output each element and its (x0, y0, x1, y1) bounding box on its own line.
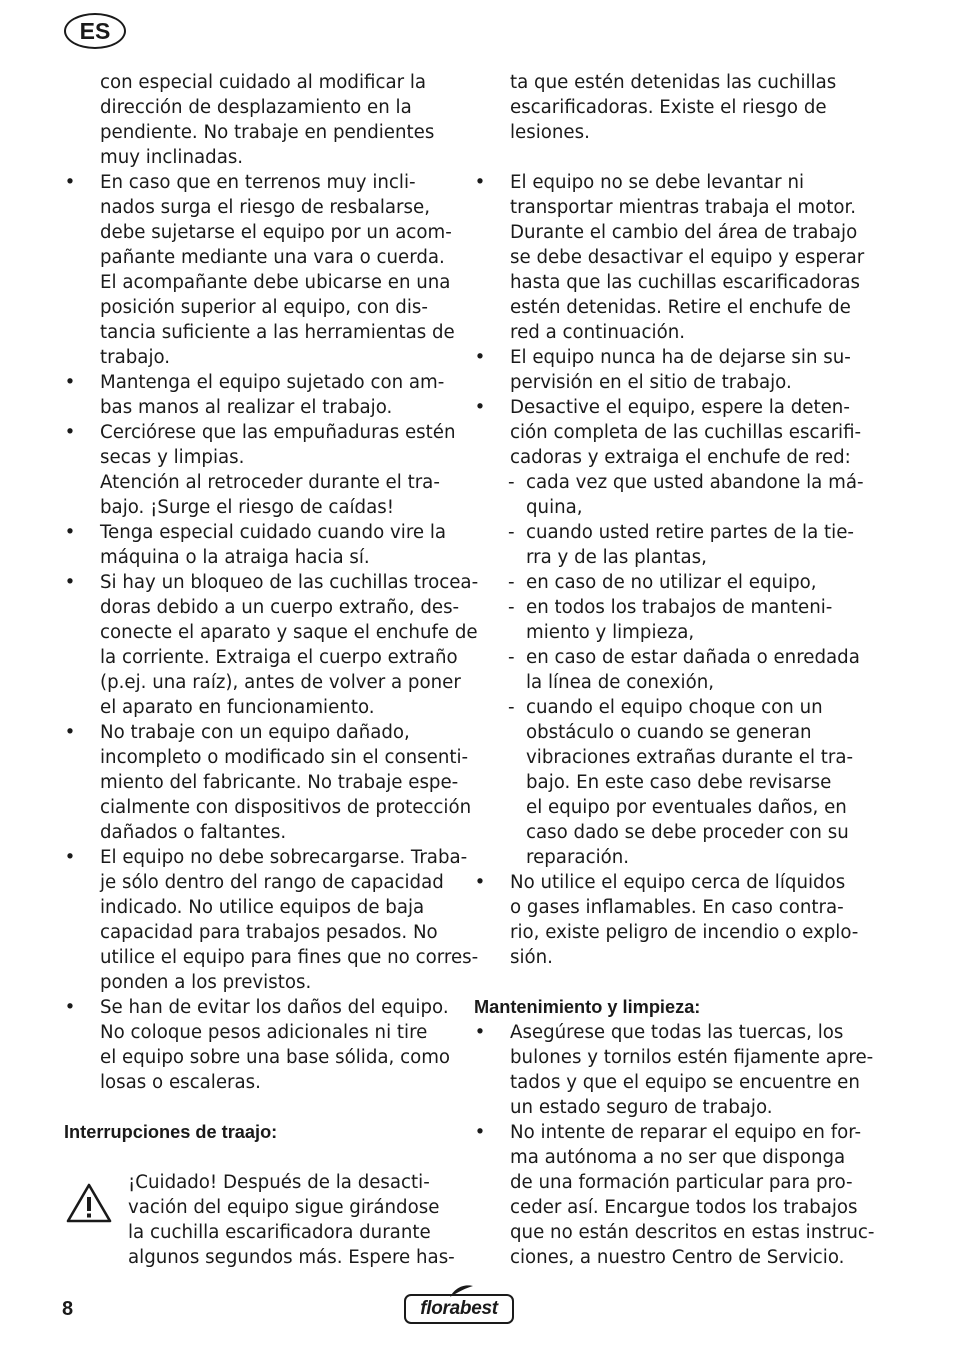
bullet-marker: • (64, 722, 76, 743)
text-line: Mantenga el equipo sujetado con am- (100, 372, 445, 393)
section-heading: Mantenimiento y limpieza: (474, 997, 701, 1017)
text-line: No utilice el equipo cerca de líquidos (510, 872, 846, 893)
text-line: quina, (526, 497, 583, 518)
warning-text-line: vación del equipo sigue girándose (128, 1197, 440, 1218)
bullet-item (474, 1120, 875, 1270)
text-line: (p.ej. una raíz), antes de volver a poner (100, 672, 461, 693)
text-line: en caso de estar dañada o enredada (526, 647, 860, 668)
bullet-marker: • (64, 997, 76, 1018)
text-line: sión. (510, 947, 553, 968)
text-line: Si hay un bloqueo de las cuchillas troceа- (100, 572, 479, 593)
dash-marker: - (508, 597, 515, 618)
bullet-marker: • (474, 1122, 486, 1143)
warning-text-line: ¡Cuidado! Después de la desacti- (128, 1172, 430, 1193)
bullet-item (474, 870, 869, 970)
bullet-item (64, 720, 472, 845)
text-line: reparación. (526, 847, 630, 868)
text-line: que no están descritos en estas instruc- (510, 1222, 875, 1243)
text-line: miento del fabricante. No trabaje espe- (100, 772, 459, 793)
bullet-item (64, 420, 454, 520)
text-line: rio, existe peligro de incendio o explo- (510, 922, 859, 943)
text-line: con especial cuidado al modificar la (100, 72, 427, 93)
text-line: El equipo no debe sobrecargarse. Traba- (100, 847, 468, 868)
bullet-item (64, 570, 479, 720)
bullet-item (474, 1020, 874, 1120)
text-line: máquina o la atraiga hacia sí. (100, 547, 370, 568)
warning-text-line: escarificadoras. Existe el riesgo de (510, 97, 827, 118)
text-line: El equipo nunca ha de dejarse sin su- (510, 347, 851, 368)
text-line: dirección de desplazamiento en la (100, 97, 412, 118)
bullet-marker: • (474, 347, 486, 368)
text-line: pervisión en el sitio de trabajo. (510, 372, 792, 393)
text-line: utilice el equipo para fines que no corres- (100, 947, 479, 968)
text-line: ponden a los previstos. (100, 972, 312, 993)
dash-marker: - (508, 647, 515, 668)
text-line: muy inclinadas. (100, 147, 244, 168)
text-line: Tenga especial cuidado cuando vire la (100, 522, 447, 543)
text-line: trabajo. (100, 347, 171, 368)
dash-marker: - (508, 522, 515, 543)
text-line: debe sujetarse el equipo por un acom- (100, 222, 452, 243)
text-line: miento y limpieza, (526, 622, 695, 643)
language-badge: ES (64, 13, 126, 49)
text-line: No intente de reparar el equipo en for- (510, 1122, 862, 1143)
bullet-marker: • (64, 172, 76, 193)
bullet-item (474, 395, 869, 470)
text-line: vibraciones extrañas durante el tra- (526, 747, 854, 768)
text-line: posición superior al equipo, con dis- (100, 297, 428, 318)
bullet-item (474, 170, 869, 345)
text-line: cadoras y extraiga el enchufe de red: (510, 447, 851, 468)
brand-wordmark: florabest (404, 1294, 514, 1324)
text-line: cuando el equipo choque con un (526, 697, 823, 718)
text-line: Asegúrese que todas las tuercas, los (510, 1022, 844, 1043)
text-line: o gases inflamables. En caso contra- (510, 897, 844, 918)
text-line: indicado. No utilice equipos de baja (100, 897, 425, 918)
text-line: tados y que el equipo se encuentre en (510, 1072, 860, 1093)
text-line: estén detenidas. Retire el enchufe de (510, 297, 851, 318)
warning-block (64, 1170, 454, 1270)
dash-marker: - (508, 472, 515, 493)
dash-item (474, 470, 869, 520)
text-line: conecte el aparato y saque el enchufe de (100, 622, 478, 643)
text-line: cialmente con dispositivos de protección (100, 797, 472, 818)
text-line: nados surga el riesgo de resbalarse, (100, 197, 430, 218)
bullet-item (64, 845, 479, 995)
text-line: en caso de no utilizar el equipo, (526, 572, 817, 593)
text-line: el equipo por eventuales daños, en (526, 797, 847, 818)
text-line: bajo. En este caso debe revisarse (526, 772, 832, 793)
text-line: la línea de conexión, (526, 672, 715, 693)
warning-text-line: la cuchilla escarificadora durante (128, 1222, 431, 1243)
text-line: ción completa de las cuchillas escarifi- (510, 422, 862, 443)
warning-text-line: lesiones. (510, 122, 590, 143)
text-line: tancia suficiente a las herramientas de (100, 322, 455, 343)
bullet-item (64, 995, 454, 1095)
bullet-marker: • (474, 172, 486, 193)
dash-marker: - (508, 572, 515, 593)
text-line: doras debido a un cuerpo extraño, des- (100, 597, 460, 618)
text-line: el aparato en funcionamiento. (100, 697, 375, 718)
text-line: ceder así. Encargue todos los trabajos (510, 1197, 858, 1218)
text-line: bajo. ¡Surge el riesgo de caídas! (100, 497, 394, 518)
text-line: un estado seguro de trabajo. (510, 1097, 773, 1118)
warning-text-line: ta que estén detenidas las cuchillas (510, 72, 837, 93)
warning-triangle-icon (66, 1182, 112, 1224)
dash-item (474, 520, 869, 570)
text-line: No coloque pesos adicionales ni tire (100, 1022, 428, 1043)
text-line: de una formación particular para pro- (510, 1172, 853, 1193)
text-line: la corriente. Extraiga el cuerpo extraño (100, 647, 458, 668)
text-line: cuando usted retire partes de la tie- (526, 522, 854, 543)
text-line: capacidad para trabajos pesados. No (100, 922, 438, 943)
text-line: No trabaje con un equipo dañado, (100, 722, 410, 743)
text-line: losas o escaleras. (100, 1072, 261, 1093)
text-line: se debe desactivar el equipo y esperar (510, 247, 865, 268)
text-line: Atención al retroceder durante el tra- (100, 472, 440, 493)
text-line: obstáculo o cuando se generan (526, 722, 812, 743)
text-line: El equipo no se debe levantar ni (510, 172, 805, 193)
text-line: transportar mientras trabaja el motor. (510, 197, 857, 218)
bullet-marker: • (64, 572, 76, 593)
dash-item (474, 570, 869, 595)
text-line: pañante mediante una vara o cuerda. (100, 247, 445, 268)
text-line: Desactive el equipo, espere la deten- (510, 397, 850, 418)
bullet-marker: • (64, 522, 76, 543)
text-line: En caso que en terrenos muy incli- (100, 172, 416, 193)
text-line: bas manos al realizar el trabajo. (100, 397, 393, 418)
dash-item (474, 695, 869, 870)
bullet-item (64, 520, 454, 570)
dash-item (474, 645, 869, 695)
text-line: caso dado se debe proceder con su (526, 822, 849, 843)
text-line: incompleto o modificado sin el consenti- (100, 747, 469, 768)
dash-item (474, 595, 869, 645)
text-line: je sólo dentro del rango de capacidad (100, 872, 444, 893)
page-number: 8 (62, 1298, 74, 1320)
text-line: bulones y tornilos estén fijamente apre- (510, 1047, 874, 1068)
warning-text-line: algunos segundos más. Espere has- (128, 1247, 455, 1268)
bullet-marker: • (474, 1022, 486, 1043)
text-line: rra y de las plantas, (526, 547, 707, 568)
bullet-marker: • (64, 847, 76, 868)
text-line: cada vez que usted abandone la má- (526, 472, 864, 493)
bullet-marker: • (64, 422, 76, 443)
section-heading: Interrupciones de traajo: (64, 1122, 278, 1142)
bullet-item (474, 345, 869, 395)
bullet-marker: • (474, 397, 486, 418)
text-line: El acompañante debe ubicarse en una (100, 272, 451, 293)
text-line: dañados o faltantes. (100, 822, 287, 843)
text-line: ma autónoma a no ser que disponga (510, 1147, 846, 1168)
text-line: secas y limpias. (100, 447, 245, 468)
right-column (474, 70, 875, 1270)
brand-logo (404, 1288, 516, 1326)
bullet-marker: • (64, 372, 76, 393)
text-line: Cerciórese que las empuñaduras estén (100, 422, 456, 443)
text-line: Durante el cambio del área de trabajo (510, 222, 858, 243)
bullet-item (64, 370, 454, 420)
text-line: Se han de evitar los daños del equipo. (100, 997, 449, 1018)
text-line: pendiente. No trabaje en pendientes (100, 122, 435, 143)
bullet-item (64, 170, 454, 370)
text-line: hasta que las cuchillas escarificadoras (510, 272, 861, 293)
bullet-marker: • (474, 872, 486, 893)
text-line: ciones, a nuestro Centro de Servicio. (510, 1247, 845, 1268)
text-line: el equipo sobre una base sólida, como (100, 1047, 451, 1068)
left-column (64, 70, 479, 1270)
text-line: red a continuación. (510, 322, 686, 343)
text-line: en todos los trabajos de manteni- (526, 597, 833, 618)
dash-marker: - (508, 697, 515, 718)
